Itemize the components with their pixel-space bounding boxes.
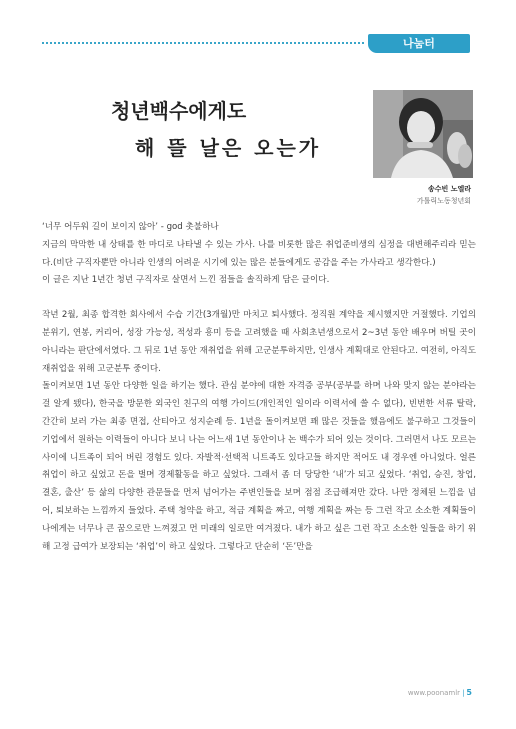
page-footer bbox=[408, 688, 472, 697]
body-paragraph-2: 돌이켜보면 1년 동안 다양한 일을 하기는 했다. 관심 분야에 대한 자격증 공부(공부를 하며 나와 맞지 않는 분야라는 걸 알게 됐다), 한국을 방문한 외국인 친구의 여행 가이드(개인적인 일이라 이력서에 쓸 수 없다), 빈번한 서류 탈락, 간간히 보러 가는 최종 면접, 산티아고 성지순례 등. 1년을 돌이켜보면 꽤 많은 것들을 했음에도 불구하고 그것들이 기업에서 원하는 이력들이 아니다 보니 나는 어느새 1년 동안이나 논 백수가 되어 있는 것이다. 그러면서 나도 모르는 사이에 니트족이 되어 버린 경험도 있다. 자발적·선택적 니트족도 있다고들 하지만 적어도 내 경우엔 아니었다. 얼른 취업이 하고 싶었고 돈을 벌며 경제활동을 하고 싶었다. 그래서 좀 더 당당한 ‘내’가 되고 싶었다. ‘취업, 승진, 창업, 결혼, 출산’ 등 삶의 다양한 관문들을 먼저 넘어가는 주변인들을 보며 점점 조급해져만 갔다. 나만 정체된 느낌을 넘어, 퇴보하는 느낌까지 들었다. 주택 청약을 하고, 적금 계획을 짜고, 여행 계획을 짜는 등 그런 작고 소소한 계획들이 나에게는 너무나 큰 꿈으로만 느껴졌고 먼 미래의 일로만 여겨졌다. 내가 하고 싶은 그런 작고 소소한 일들을 하기 위해 고정 급여가 보장되는 ‘취업’이 하고 싶었다. 그렇다고 단순히 ‘돈’만을 bbox=[42, 381, 476, 552]
paragraph-gap bbox=[42, 290, 476, 307]
author-name: 송수빈 노엘라 bbox=[427, 185, 471, 193]
author-photo bbox=[373, 90, 473, 178]
title-line-2: 해 뜰 날은 오는가 bbox=[135, 136, 322, 160]
footer-url: www.poonamlr bbox=[407, 689, 461, 697]
page-number: 5 bbox=[466, 688, 472, 697]
body-paragraph-1: 작년 2월, 최종 합격한 회사에서 수습 기간(3개월)만 마치고 퇴사했다. 정직원 계약을 제시했지만 거절했다. 기업의 분위기, 연봉, 커리어, 성장 가능성, 적성과 흥미 등을 고려했을 때 사회초년생으로서 2~3년 동안 배우며 버틸 곳이 아니라는 판단에서였다. 그 뒤로 1년 동안 재취업을 위해 고군분투하지만, 인생사 계획대로 안된다고. 여전히, 아직도 재취업을 위해 고군분투 중이다. bbox=[42, 310, 476, 374]
article-body bbox=[42, 219, 476, 556]
footer-separator: | bbox=[462, 689, 465, 697]
intro-paragraph: ‘너무 어두워 길이 보이지 않아’ - god 촛불하나 지금의 막막한 내 상태를 한 마디로 나타낼 수 있는 가사. 나를 비롯한 많은 취업준비생의 심정을 대변해주리라 믿는다.(비단 구직자뿐만 아니라 인생의 어려운 시기에 있는 많은 분들에게도 공감을 주는 가사라고 생각한다.) 이 글은 지난 1년간 청년 구직자로 살면서 느낀 점들을 솔직하게 담은 글이다. bbox=[42, 222, 476, 286]
author-portrait-image bbox=[373, 90, 473, 178]
title-line-1: 청년백수에게도 bbox=[111, 99, 247, 123]
header-dotted-rule bbox=[42, 42, 364, 44]
author-credit bbox=[417, 183, 471, 207]
section-tag: 나눔터 bbox=[368, 34, 470, 53]
author-organization: 가톨릭노동청년회 bbox=[416, 197, 471, 205]
